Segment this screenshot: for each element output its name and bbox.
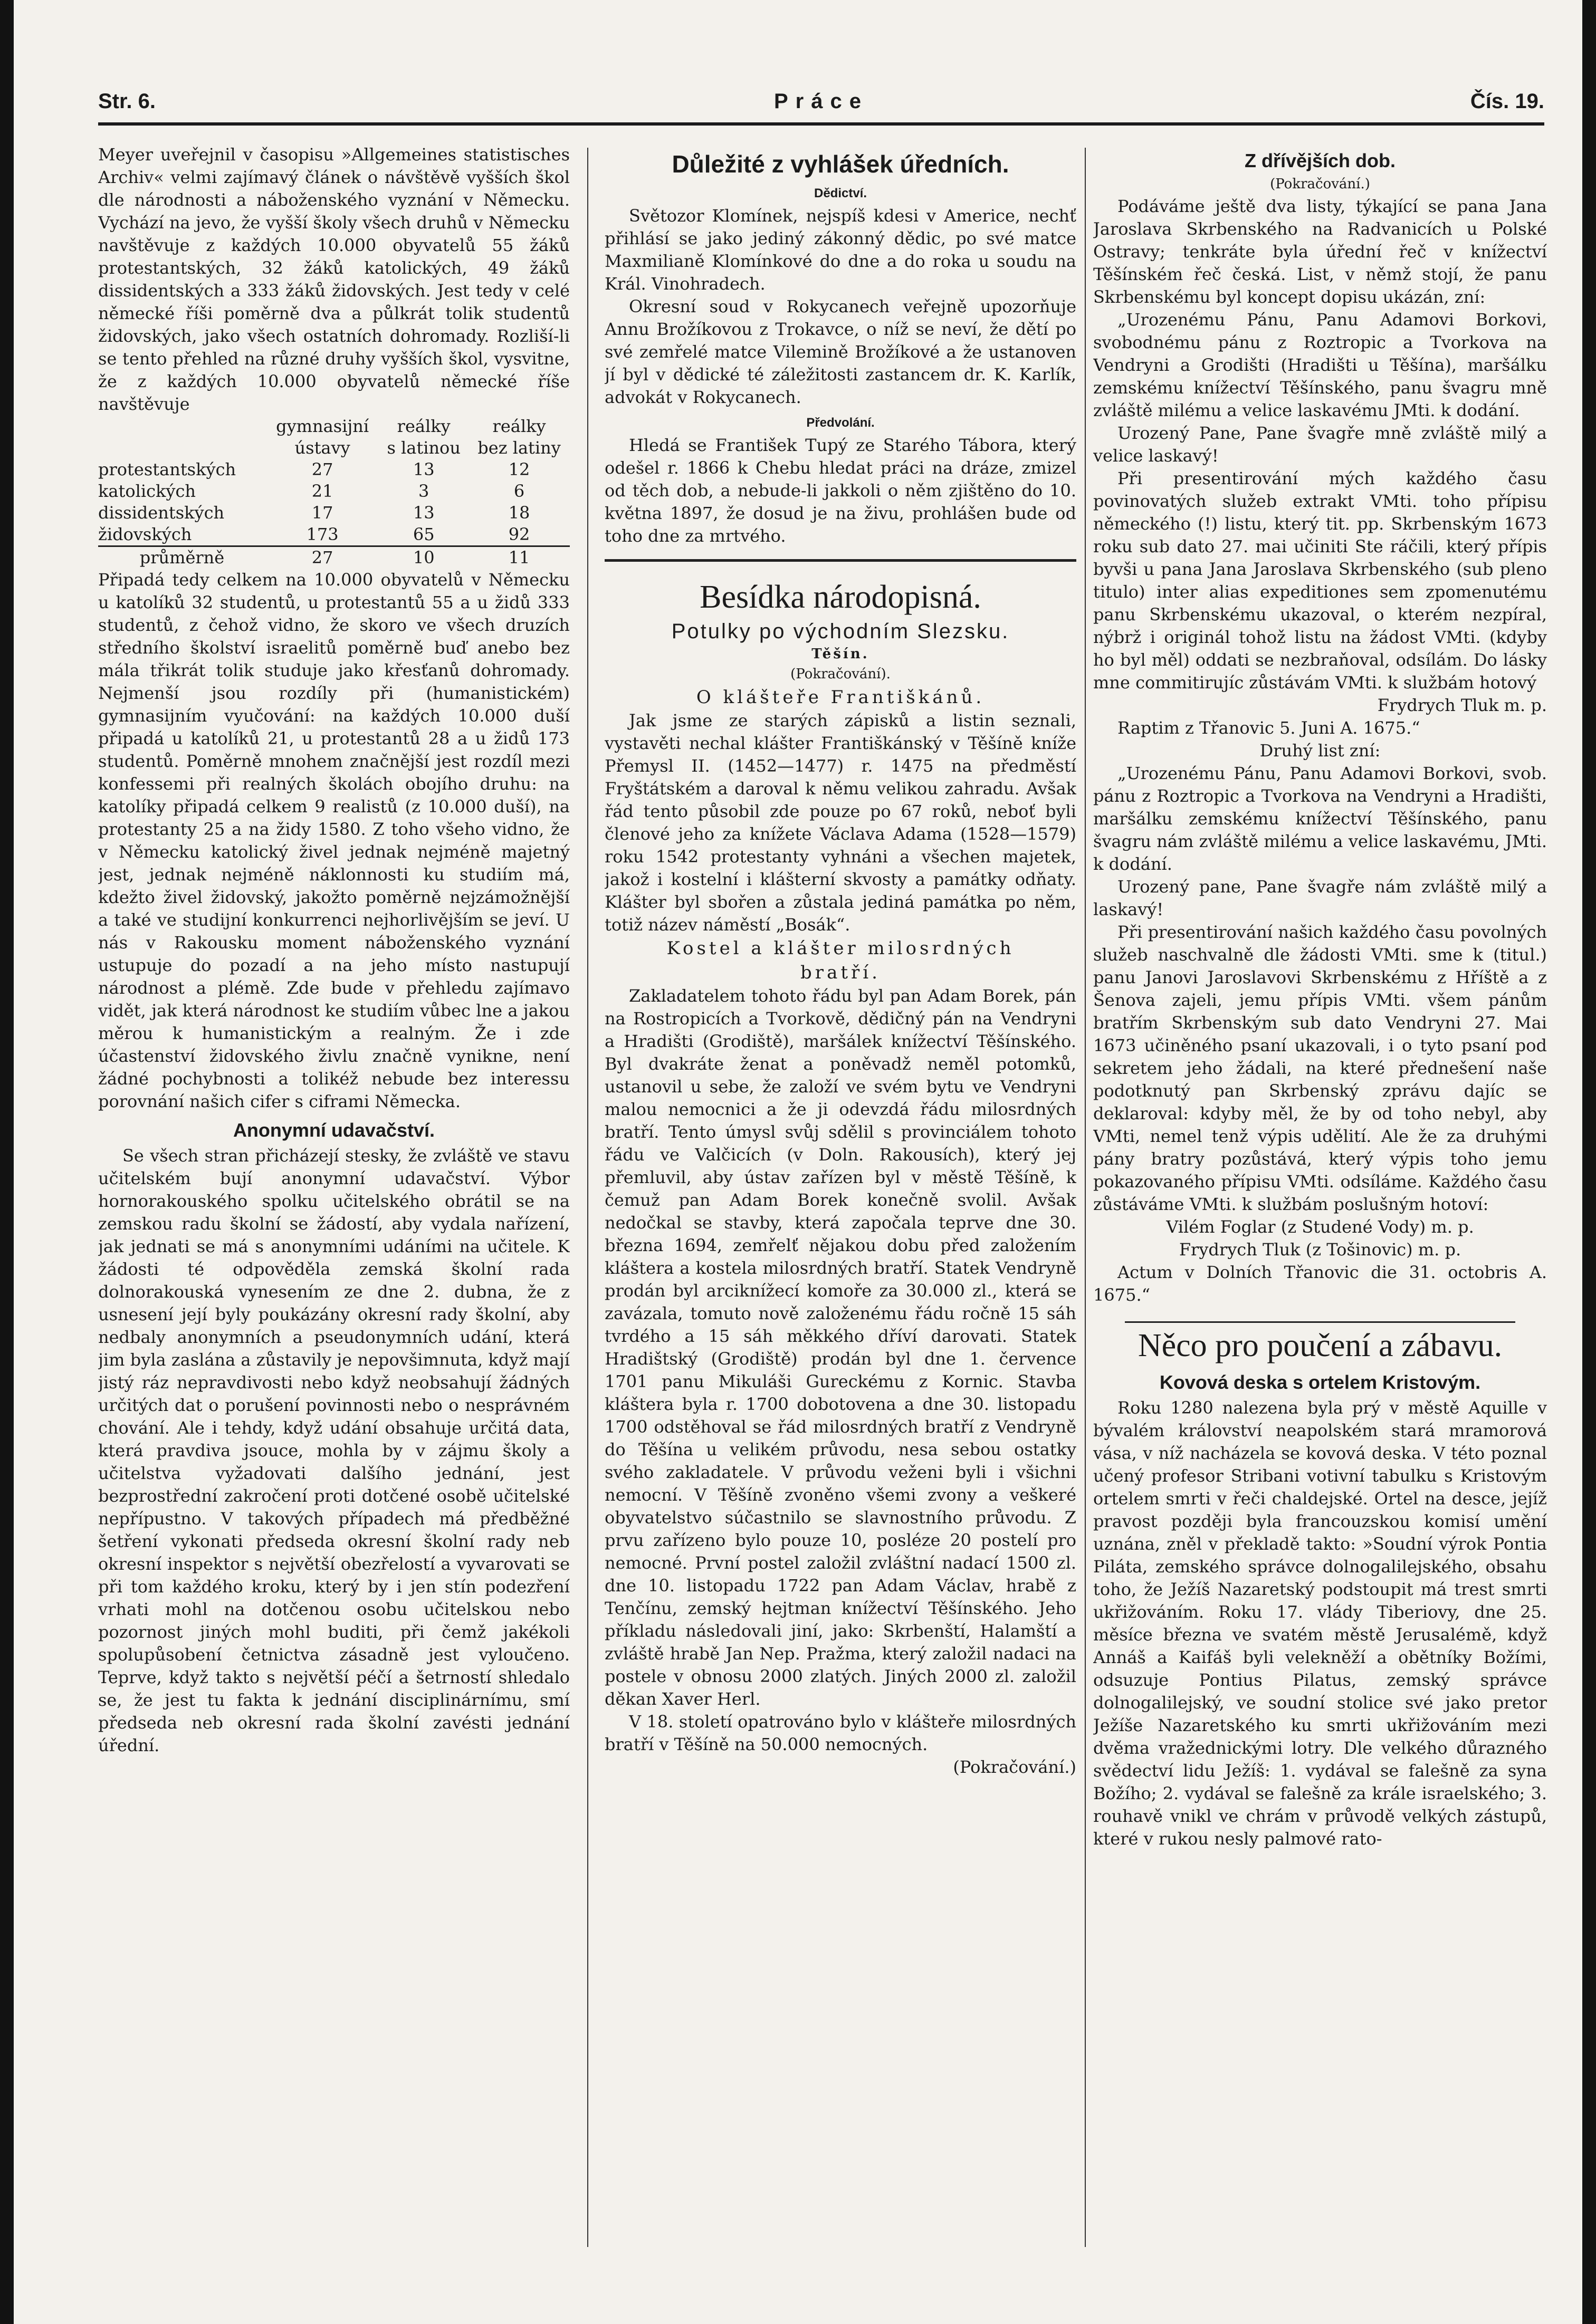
letter2-body: Při presentirování našich každého času povolných služeb naschvalně dle žádosti VMti. sme k (titul.) panu Janovi Jaroslavovi Skrbenskému z Hříště a z Šenova zajeli, jemu přípis VMti. všem pánům bratřím Skrbenským sub dato Vendryni 27. Mai 1673 učiněného psaní ukazovali, i o tyto psaní pod sekretem jeho žádali, na které přednešení naše podotknutý pan Skrbenský zprávu dajíc se deklaroval: kdyby měl, že by od toho nebyl, aby VMti, nemel tenž výpis udělití. Ale že za druhými pány bratry pozůstává, který výpis toho jemu pokazovaného přípisu VMti. odsíláme. Každého času zůstáváme VMti. k službám poslušným hotoví:	[1093, 922, 1547, 1214]
article-kostel-end: V 18. století opatrováno bylo v klášteře milosrdných bratří v Těšíně na 50.000 nemocných.	[605, 1712, 1076, 1754]
table-cell: 27	[311, 459, 333, 479]
table-cell: 173	[306, 524, 339, 544]
article-meyer-body: Připadá tedy celkem na 10.000 obyvatelů v Německu u katolíků 32 studentů, u protestantů 55 a u židů 333 studentů, z čehož vidno, že skoro ve všech druzích středního školství israelitů poměrně buď anebo bez mála třikrát tolik studuje jako křesťanů dohromady. Nejmenší jsou rozdíly při (humanistickém) gymnasijním vyučování: na každých 10.000 duší připadá u katolíků 21, u protestantů 28 a u židů 173 studentů. Poměrně mnohem značnější jest rozdíl mezi konfessemi při realných školách obojího druhu: na katolíky připadá celkem 9 realistů (z 10.000 duší), na protestanty 25 a na židy 1580. Z toho všeho vidno, že v Německu katolický živel jednak nejméně majetný jest, jednak nejméně náklonnosti ku studiím má, kdežto živel židovský, jakožto poměrně nejzámožnější a také ve studijní konkurrenci nejhorlivějším se jeví. U nás v Rakousku moment náboženského vyznání ustupuje do pozadí a na jeho místo nastupují národnost a plémě. Zde bude v přehledu zajímavo vidět, jak která národnost ke studiím vůbec lne a jakou měrou k humanistickým a realným. Že i zde účastenství židovského živlu značně vynikne, není žádné pochybnosti a tolikéž nebude bez interessu porovnání našich cifer s ciframi Německa.	[98, 570, 570, 1111]
letter1-body: Při presentirování mých každého času povinovatých služeb extrakt VMti. toho přípisu německého (!) listu, který tit. pp. Skrbenským 1673 roku sub dato 27. mai učiniti Ste ráčili, který přípis byvši u pana Jana Jaroslava Skrbenského (sub pleno titulo) inter alias expeditiones sem zpomenutému panu Skrbenskému ukazoval, o kterém nezpíral, nýbrž i originál tohož listu na žádost VMti. (kdyby ho byl měl) oddati se nezbraňoval, odsílám. Do lásky mne commitirujíc zůstávám VMti. k službám hotový	[1093, 468, 1547, 693]
letter2-salutation: Urozený pane, Pane švagře nám zvláště milý a laskavý!	[1093, 877, 1547, 919]
table-cell: průměrně	[98, 546, 266, 569]
table-header-cell: gymnasijní	[276, 416, 369, 436]
subheading-tesin: Těšín.	[811, 646, 869, 662]
table-cell: dissidentských	[98, 503, 225, 523]
notice-brozikova: Okresní soud v Rokycanech veřejně upozorňuje Annu Brožíkovou z Trokavce, o níž se neví, že dětí po své zemřelé matce Vilemině Brožíkové a že ustanoven jí byl v dědické té záležitosti zastancem dr. K. Karlík, advokát v Rokycanech.	[605, 296, 1076, 407]
article-drive-intro: Podáváme ještě dva listy, týkající se pana Jana Jaroslava Skrbenského na Radvanicích u Polské Ostravy; tenkráte byla úřední řeč v knížectví Těšínském řeč česká. List, v němž stojí, že panu Skrbenskému byl koncept dopisu ukázán, zní:	[1093, 196, 1547, 307]
scan-edge-right	[1582, 0, 1596, 2324]
table-cell: 10	[379, 546, 469, 569]
column-rule-2	[1085, 148, 1086, 2247]
table-cell: 65	[413, 524, 435, 544]
letter1-date: Raptim z Třanovic 5. Juni A. 1675.“	[1117, 718, 1420, 738]
table-cell: 27	[266, 546, 379, 569]
subheading-dedictvi: Dědictví.	[814, 186, 867, 200]
notice-tupy: Hledá se František Tupý ze Starého Tábora, který odešel r. 1866 k Chebu hledat práci na dráze, zmizel od těch dob, a nebude-li jakkoli o něm zjištěno do 10. května 1897, že dosud je na živu, prohlášen bude od toho dne za mrtvého.	[605, 435, 1076, 546]
table-header-row	[98, 416, 570, 437]
letter2-date: Actum v Dolních Třanovic die 31. octobris A. 1675.“	[1093, 1262, 1547, 1305]
subheading-potulky: Potulky po východním Slezsku.	[671, 620, 1010, 643]
heading-vyhlasky: Důležité z vyhlášek úředních.	[672, 150, 1009, 178]
table-cell: 92	[508, 524, 530, 544]
section-rule	[1125, 1321, 1515, 1323]
letter1-signature: Frydrych Tluk m. p.	[1377, 695, 1547, 715]
table-row	[98, 459, 570, 481]
table-cell: 21	[311, 481, 333, 501]
table-header-cell: reálky	[492, 416, 546, 436]
students-table	[98, 416, 570, 569]
continuation-note: (Pokračování).	[790, 666, 891, 682]
issue-number: Čís. 19.	[1470, 90, 1544, 113]
table-header-cell	[98, 437, 266, 459]
header-rule	[98, 122, 1544, 126]
scan-edge-left	[0, 0, 14, 2324]
table-cell: 12	[508, 459, 530, 479]
heading-neco-pro-pouceni: Něco pro poučení a zábavu.	[1138, 1328, 1503, 1363]
letter2-intro: Druhý list zní:	[1259, 741, 1381, 761]
table-row	[98, 502, 570, 524]
table-cell: 13	[413, 503, 435, 523]
table-total-row	[98, 546, 570, 569]
letter2-signature-2: Frydrych Tluk (z Tošinovic) m. p.	[1179, 1240, 1461, 1260]
table-row	[98, 524, 570, 546]
heading-kostel-line2: bratří.	[800, 962, 881, 983]
continuation-note: (Pokračování.)	[1270, 176, 1370, 192]
column-1	[98, 143, 570, 2285]
article-kovova-deska-body: Roku 1280 nalezena byla prý v městě Aquille v bývalém království neapolském stará mramorová vása, v níž nacházela se kovová deska. V této poznal učený profesor Stribani votivní tabulku s Kristovým ortelem smrti v řeči chaldejské. Ortel na desce, jejíž pravost později byla francouzskou komisí umění uznána, zněl v překladě takto: »Soudní výrok Pontia Piláta, zemského správce dolnogalilejského, obsahu toho, že Ježíš Nazaretský podstoupit má trest smrti ukřižováním. Roku 17. vlády Tiberiovy, dne 25. měsíce března ve svatém městě Jerusalémě, když Annáš a Kaifáš byli velekněží a obětníky Božími, odsuzuje Pontius Pilatus, zemský správce dolnogalilejský, ve soudní stolice své jako pretor Ježíše Nazaretského ku smrti ukřižováním mezi dvěma vražednickými lotry. Dle velkého důrazného svědectví lidu Ježíš: 1. vydával se falešně za syna Božího; 2. vydával se falešně za krále israelského; 3. rouhavě vnikl ve chrám v průvodě velkých zástupů, které v rukou nesly palmové rato-	[1093, 1398, 1547, 1849]
heading-besidka: Besídka národopisná.	[700, 579, 981, 615]
article-kostel-body: Zakladatelem tohoto řádu byl pan Adam Borek, pán na Rostropicích a Tvorkově, dědičný pán na Vendryni a Hradišti (Grodiště), maršálek knížectví Těšínského. Byl dvakráte ženat a poněvadž neměl potomků, ustanovil u sebe, že založí ve svém bytu ve Vendryni malou nemocnici a že ji odevzdá řádu milosrdných bratří. Tento úmysl svůj sdělil s provinciálem tohoto řádu ve Valčicích (v Doln. Rakousích), který jej přemluvil, aby ústav zařízen byl v městě Těšíně, k čemuž pan Adam Borek konečně svolil. Avšak nedočkal se stavby, která započala teprve dne 30. března 1694, zemřelť nějakou dobu před založením kláštera a kostela milosrdných bratří. Statek Vendryně prodán byl arciknížecí komoře za 30.000 zl., která se zavázala, tomuto nově založenému řádu ročně 15 sáh tvrdého a 15 sáh měkkého dříví darovati. Statek Hradištský (Grodiště) prodán byl dne 1. července 1701 panu Mikuláši Gureckému z Kornic. Stavba kláštera byla r. 1700 dobotovena a dne 30. listopadu 1700 odstěhoval se řád milosrdných bratří z Vendryně do Těšína u velikém průvodu, nesa sebou ostatky svého zakladatele. V průvodu veženi byli i všichni nemocní. V Těšíně zvoněno všemi zvony a veškeré obyvatelstvo súčastnilo se slavnostního průvodu. Z prvu zařízeno bylo pouze 10, posléze 20 postelí pro nemocné. První postel založil zvláštní nadací 1500 zl. dne 10. listopadu 1722 pan Adam Václav, hrabě z Tenčínu, zemský hejtman knížectví Těšínského. Jeho příkladu následovali jiní, jako: Skrbenští, Halamští a zvláště hrabě Jan Nep. Pražma, který založil nadaci na postele v obnosu 2000 zlatých. Jiných 2000 zl. založil děkan Xaver Herl.	[605, 986, 1076, 1709]
table-cell: 6	[513, 481, 525, 501]
page-header	[98, 90, 1544, 121]
heading-anonymni: Anonymní udavačství.	[233, 1119, 435, 1141]
letter2-signature-1: Vilém Foglar (z Studené Vody) m. p.	[1166, 1217, 1474, 1237]
article-anonymni-body: Se všech stran přicházejí stesky, že zvláště ve stavu učitelském bují anonymní udavačství. Výbor hornorakouského spolku učitelského obrátil se na zemskou radu školní se žádostí, aby vydala nařízení, jak jednati se má s anonymními udáními na učitele. K žádosti té odpověděla zemská školní rada dolnorakouská vynesením ze dne 2. dubna, že z usnesení její byly poukázány okresní rady školní, aby nedbaly anonymních a pseudonymních udání, která jim byla zaslána a zůstavily je nepovšimnuta, když mají jistý ráz nepravdivosti nebo když neobsahují žádných určitých dat o porušení povinnosti nebo o nesprávném chování. Ale i tehdy, když udání obsahuje určitá data, která pravdiva jsouce, mohla by v zájmu školy a učitelstva vyžadovati dalšího jednání, jest bezprostřední zakročení proti dotčené osobě učitelské nepřípustno. V takových případech má předběžné šetření vykonati předseda okresní školní rady neb okresní inspektor s největší obezřelostí a vyvarovati se při tom každého kroku, který by i jen stín podezření vrhati mohl na dotčenou osobu učitelskou nebo pozornost jiných mohl buditi, při čemž jakékoli spolupůsobení četnictva zásadně jest vyloučeno. Teprve, když takto s největší péčí a šetrností shledalo se, že jest tu fakta k jednání disciplinárnímu, smí předseda neb okresní rada školní zavésti jednání úřední.	[98, 1146, 570, 1755]
continuation-note-end: (Pokračování.)	[953, 1757, 1076, 1777]
letter2-address: „Urozenému Pánu, Panu Adamovi Borkovi, svob. pánu z Roztropic a Tvorkova na Vendryni a Hradišti, maršálku zemskému knížectví Těšínského, panu švagru nám zvláště milému a velice laskavému, JMti. k dodání.	[1093, 763, 1547, 874]
subheading-kovova-deska: Kovová deska s ortelem Kristovým.	[1159, 1371, 1481, 1393]
table-cell: 13	[413, 459, 435, 479]
section-rule	[605, 559, 1076, 562]
table-cell: katolických	[98, 481, 196, 501]
table-row	[98, 481, 570, 502]
notice-klominek: Světozor Klomínek, nejspíš kdesi v Americe, nechť přihlásí se jako jediný zákonný dědic, po své matce Maxmilianě Klomínkové do dne a do roka u soudu na Král. Vinohradech.	[605, 206, 1076, 294]
table-cell: protestantských	[98, 459, 236, 479]
letter1-salutation: Urozený Pane, Pane švagře mně zvláště milý a velice laskavý!	[1093, 423, 1547, 466]
heading-klaster: O klášteře Františkánů.	[696, 687, 985, 708]
table-header-cell: bez latiny	[477, 438, 561, 458]
table-cell: 3	[418, 481, 429, 501]
table-header-cell: ústavy	[294, 438, 350, 458]
column-3	[1093, 143, 1547, 2285]
article-klaster-body: Jak jsme ze starých zápisků a listin seznali, vystavěti nechal klášter Františkánský v Těšíně kníže Přemysl II. (1452—1477) r. 1475 na předměstí Fryštátském a daroval k němu velikou zahradu. Avšak řád tento působil zde pouze po 67 roků, neboť byli členové jeho za knížete Václava Adama (1528—1579) roku 1542 protestanty vyhnáni a všechen majetek, jakož i kostelní i klášterní skvosty a památky odňaty. Klášter byl sbořen a zůstala jediná památka po něm, totiž název náměstí „Bosák“.	[605, 710, 1076, 935]
column-2	[605, 143, 1076, 2285]
newspaper-title: Práce	[774, 90, 868, 113]
page-number: Str. 6.	[98, 90, 156, 113]
letter1-address: „Urozenému Pánu, Panu Adamovi Borkovi, svobodnému pánu z Roztropic a Tvorkova na Vendryni a Grodišti (Hradišti u Těšína), maršálku zemskému knížectví Těšínského, panu švagru mně zvláště milému a velice laskavému JMti. k dodání.	[1093, 310, 1547, 420]
table-header-cell: s latinou	[387, 438, 461, 458]
column-rule-1	[587, 148, 588, 2247]
article-meyer-intro: Meyer uveřejnil v časopisu »Allgemeines statistisches Archiv« velmi zajímavý článek o návštěvě vyšších škol dle národnosti a náboženského vyznání v Německu. Vychází na jevo, že vyšší školy všech druhů v Německu navštěvuje z každých 10.000 obyvatelů 55 žáků protestantských, 32 žáků katolických, 49 žáků dissidentských a 333 žáků židovských. Jest tedy v celé německé říši poměrně dva a půlkrát tolik studentů židovských, jako všech ostatních dohromady. Rozliší-li se tento přehled na různé druhy vyšších škol, vysvitne, že z každých 10.000 obyvatelů německé říše navštěvuje	[98, 145, 570, 414]
table-cell: 11	[469, 546, 570, 569]
table-cell: 18	[508, 503, 530, 523]
table-cell: židovských	[98, 524, 192, 544]
heading-kostel-line1: Kostel a klášter milosrdných	[666, 938, 1015, 959]
table-header-cell	[98, 416, 266, 437]
heading-drivejsich-dob: Z dřívějších dob.	[1244, 150, 1396, 171]
subheading-predvolani: Předvolání.	[806, 416, 875, 430]
table-header-row	[98, 437, 570, 459]
table-cell: 17	[311, 503, 333, 523]
table-header-cell: reálky	[397, 416, 451, 436]
